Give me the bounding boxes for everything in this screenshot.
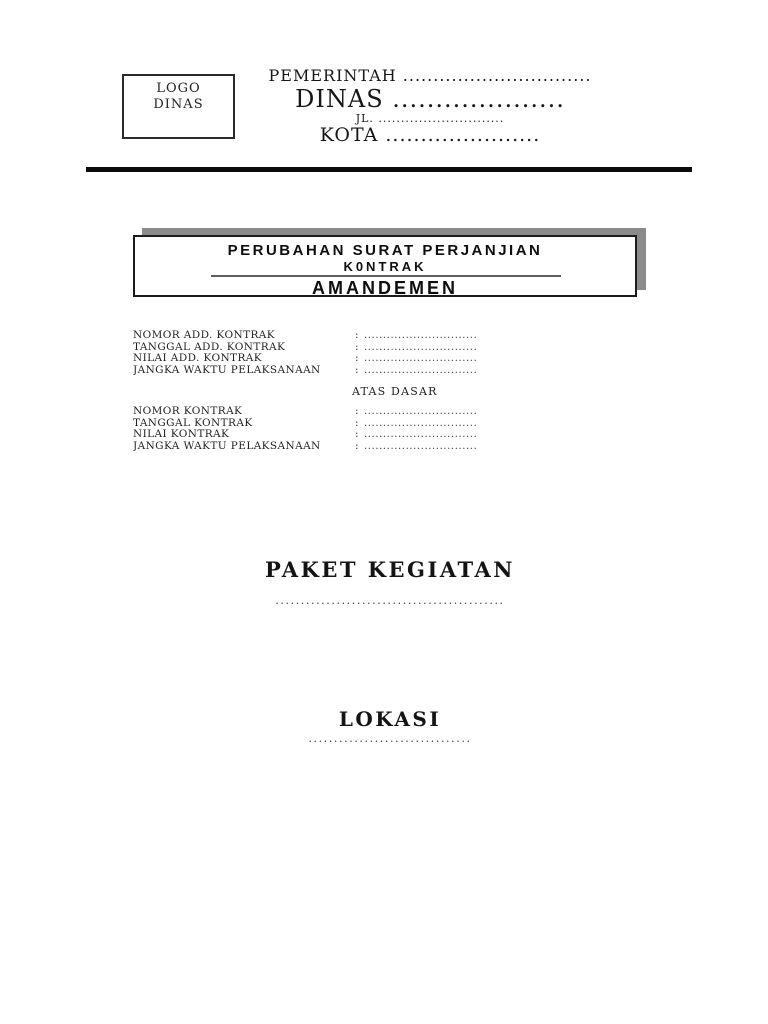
field-label: NOMOR ADD. KONTRAK bbox=[133, 330, 276, 341]
paket-kegiatan-blank: ............................................. bbox=[275, 594, 505, 607]
title-underline bbox=[211, 275, 561, 277]
field-label: NILAI ADD. KONTRAK bbox=[133, 353, 262, 364]
lokasi-heading: LOKASI bbox=[338, 707, 442, 731]
logo-line-1: LOGO bbox=[156, 81, 201, 96]
logo-line-2: DINAS bbox=[153, 97, 204, 112]
field-colon: : bbox=[355, 439, 359, 452]
field-value-blank: .............................. bbox=[364, 429, 478, 440]
logo-dinas-box bbox=[122, 74, 235, 139]
field-colon: : bbox=[355, 329, 359, 341]
field-value-blank: .............................. bbox=[364, 364, 478, 376]
field-label: TANGGAL KONTRAK bbox=[133, 417, 253, 429]
field-row-nomor-kontrak bbox=[133, 406, 479, 418]
letterhead bbox=[250, 66, 610, 146]
field-value-blank: .............................. bbox=[364, 341, 478, 353]
field-row-jangka-waktu-add bbox=[133, 365, 479, 377]
field-value-blank: .............................. bbox=[364, 353, 478, 364]
field-row-tanggal-add-kontrak bbox=[133, 342, 479, 354]
field-value-blank: .............................. bbox=[364, 440, 478, 452]
field-colon: : bbox=[355, 416, 359, 429]
field-label: JANGKA WAKTU PELAKSANAAN bbox=[133, 364, 321, 376]
letterhead-dinas: DINAS .................... bbox=[295, 85, 565, 113]
letterhead-address: JL. ............................ bbox=[355, 112, 505, 125]
field-value-blank: .............................. bbox=[364, 417, 478, 429]
amendment-fields-block bbox=[133, 330, 479, 376]
field-label: TANGGAL ADD. KONTRAK bbox=[133, 341, 286, 353]
field-row-nilai-add-kontrak bbox=[133, 353, 479, 365]
paket-kegiatan-heading: PAKET KEGIATAN bbox=[265, 557, 515, 582]
field-colon: : bbox=[355, 363, 359, 376]
field-value-blank: .............................. bbox=[364, 406, 478, 417]
field-colon: : bbox=[355, 340, 359, 353]
field-row-jangka-waktu bbox=[133, 441, 479, 453]
title-line-3: AMANDEMEN bbox=[312, 278, 458, 298]
field-colon: : bbox=[355, 352, 359, 364]
title-line-1: PERUBAHAN SURAT PERJANJIAN bbox=[227, 242, 543, 259]
title-line-2: K0NTRAK bbox=[343, 259, 427, 274]
letterhead-pemerintah: PEMERINTAH ............................... bbox=[268, 66, 592, 85]
field-colon: : bbox=[355, 405, 359, 417]
header-divider-rule bbox=[86, 167, 692, 172]
lokasi-blank: ................................ bbox=[308, 732, 472, 745]
field-colon: : bbox=[355, 428, 359, 440]
field-row-nilai-kontrak bbox=[133, 429, 479, 441]
contract-fields-block bbox=[133, 406, 479, 452]
field-label: NILAI KONTRAK bbox=[133, 429, 230, 440]
field-row-nomor-add-kontrak bbox=[133, 330, 479, 342]
field-value-blank: .............................. bbox=[364, 330, 478, 341]
field-label: NOMOR KONTRAK bbox=[133, 406, 243, 417]
title-box bbox=[133, 235, 637, 297]
letterhead-kota: KOTA ...................... bbox=[319, 124, 541, 146]
atas-dasar-heading: ATAS DASAR bbox=[352, 385, 438, 398]
field-label: JANGKA WAKTU PELAKSANAAN bbox=[133, 440, 321, 452]
field-row-tanggal-kontrak bbox=[133, 418, 479, 430]
